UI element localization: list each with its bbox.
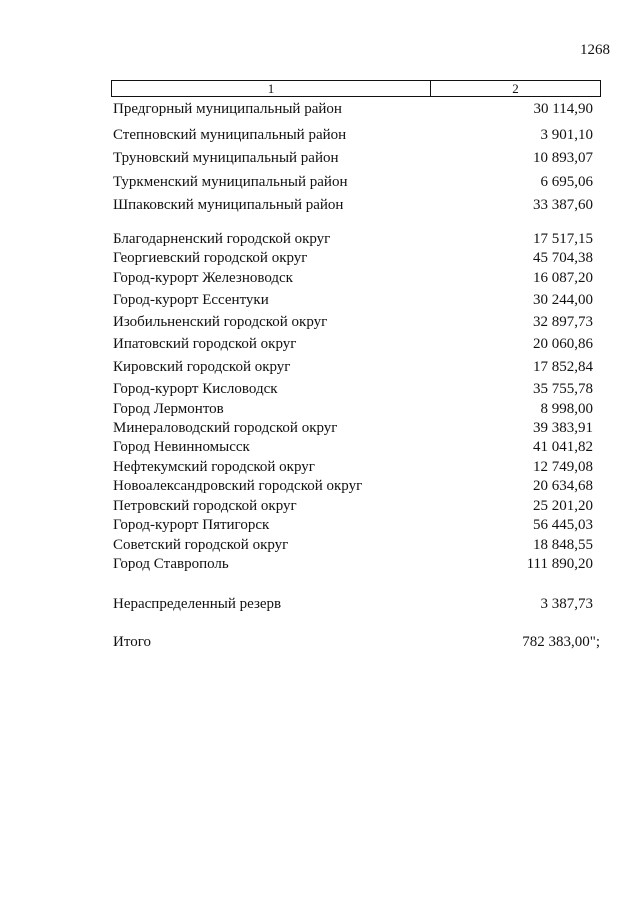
row-name: Георгиевский городской округ — [113, 250, 308, 266]
row-value: 32 897,73 — [533, 314, 593, 330]
row-name: Город-курорт Ессентуки — [113, 292, 269, 308]
table-row — [113, 290, 593, 310]
row-name: Советский городской округ — [113, 537, 289, 553]
row-name: Петровский городской округ — [113, 498, 297, 514]
total-row — [113, 632, 600, 652]
reserve-value: 3 387,73 — [540, 596, 593, 612]
table-row — [113, 457, 593, 477]
table-row — [113, 248, 593, 268]
row-name: Город Лермонтов — [113, 401, 224, 417]
total-value: 782 383,00"; — [522, 634, 600, 650]
table-row — [113, 99, 593, 119]
table-row — [113, 195, 593, 215]
row-name: Город-курорт Кисловодск — [113, 381, 278, 397]
column-header-2: 2 — [512, 81, 519, 96]
row-value: 30 114,90 — [533, 101, 593, 117]
table-row — [113, 535, 593, 555]
table-row — [113, 437, 593, 457]
row-name: Предгорный муниципальный район — [113, 101, 342, 117]
row-name: Труновский муниципальный район — [113, 150, 339, 166]
row-value: 17 517,15 — [533, 231, 593, 247]
row-name: Туркменский муниципальный район — [113, 174, 348, 190]
total-label: Итого — [113, 634, 151, 650]
row-value: 10 893,07 — [533, 150, 593, 166]
row-value: 3 901,10 — [540, 127, 593, 143]
row-value: 33 387,60 — [533, 197, 593, 213]
row-value: 25 201,20 — [533, 498, 593, 514]
table-row — [113, 476, 593, 496]
page-number: 1268 — [580, 42, 610, 58]
row-name: Изобильненский городской округ — [113, 314, 328, 330]
row-value: 35 755,78 — [533, 381, 593, 397]
row-name: Нефтекумский городской округ — [113, 459, 315, 475]
table-row — [113, 379, 593, 399]
row-value: 41 041,82 — [533, 439, 593, 455]
row-value: 39 383,91 — [533, 420, 593, 436]
row-name: Благодарненский городской округ — [113, 231, 331, 247]
row-value: 18 848,55 — [533, 537, 593, 553]
row-value: 56 445,03 — [533, 517, 593, 533]
row-name: Минераловодский городской округ — [113, 420, 338, 436]
table-row — [113, 496, 593, 516]
table-row — [113, 515, 593, 535]
row-value: 8 998,00 — [540, 401, 593, 417]
row-name: Ипатовский городской округ — [113, 336, 297, 352]
table-row — [113, 148, 593, 168]
row-value: 30 244,00 — [533, 292, 593, 308]
row-value: 17 852,84 — [533, 359, 593, 375]
table-row — [113, 312, 593, 332]
row-value: 16 087,20 — [533, 270, 593, 286]
table-row — [113, 268, 593, 288]
table-row — [113, 172, 593, 192]
row-value: 6 695,06 — [540, 174, 593, 190]
row-name: Кировский городской округ — [113, 359, 291, 375]
row-name: Степновский муниципальный район — [113, 127, 347, 143]
row-name: Город-курорт Железноводск — [113, 270, 293, 286]
row-value: 45 704,38 — [533, 250, 593, 266]
row-value: 20 060,86 — [533, 336, 593, 352]
row-value: 20 634,68 — [533, 478, 593, 494]
column-header-1: 1 — [112, 81, 431, 96]
row-value: 111 890,20 — [526, 556, 593, 572]
row-name: Новоалександровский городской округ — [113, 478, 363, 494]
reserve-label: Нераспределенный резерв — [113, 596, 282, 612]
table-row — [113, 334, 593, 354]
row-value: 12 749,08 — [533, 459, 593, 475]
row-name: Город-курорт Пятигорск — [113, 517, 270, 533]
table-row — [113, 229, 593, 249]
row-name: Город Невинномысск — [113, 439, 250, 455]
table-row — [113, 125, 593, 145]
table-row — [113, 418, 593, 438]
row-name: Шпаковский муниципальный район — [113, 197, 344, 213]
table-header — [111, 80, 601, 97]
table-row — [113, 399, 593, 419]
table-row — [113, 357, 593, 377]
table-row — [113, 554, 593, 574]
row-name: Город Ставрополь — [113, 556, 229, 572]
reserve-row — [113, 594, 593, 614]
